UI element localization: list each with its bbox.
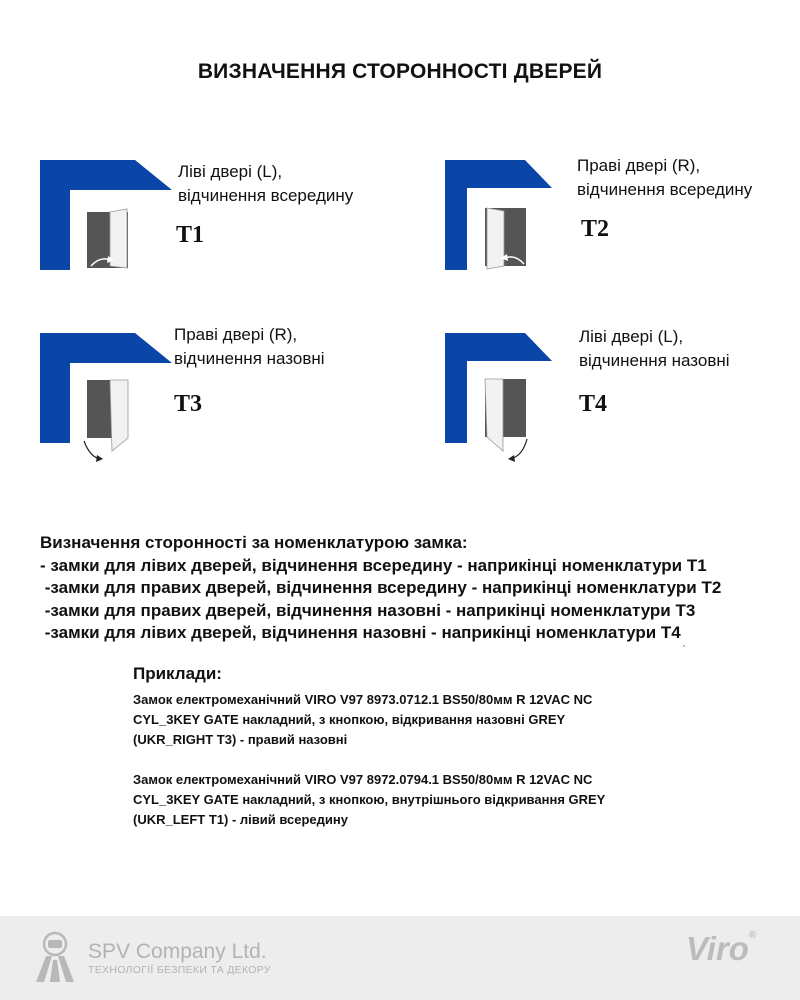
door-label-t1: Ліві двері (L), відчинення всередину [178, 162, 354, 205]
company-tagline: ТЕХНОЛОГІЇ БЕЗПЕКИ ТА ДЕКОРУ [88, 964, 271, 976]
company-logo [88, 940, 271, 976]
door-icon-t3 [40, 333, 180, 463]
example-2-line: (UKR_LEFT T1) - лівий всередину [133, 812, 348, 827]
door-icon-t4 [445, 333, 585, 463]
door-label-t2: Праві двері (R), відчинення всередину [577, 156, 753, 199]
company-name: SPV Company Ltd. [88, 940, 267, 963]
door-label-t3: Праві двері (R), відчинення назовні [174, 325, 325, 368]
rule-item: -замки для лівих дверей, відчинення назовні - наприкінці номенклатури Т4 [40, 623, 681, 642]
example-1-line: (UKR_RIGHT T3) - правий назовні [133, 732, 348, 747]
viro-logo: Viro® [686, 930, 757, 967]
rule-item: -замки для правих дверей, відчинення назовні - наприкінці номенклатури Т3 [40, 600, 696, 620]
example-2-line: Замок електромеханічний VIRO V97 8972.0794.1 BS50/80мм R 12VAC NC [133, 772, 593, 787]
door-code-t1: T1 [176, 222, 205, 248]
door-icon-t1 [40, 160, 180, 280]
page-title: ВИЗНАЧЕННЯ СТОРОННОСТІ ДВЕРЕЙ [197, 60, 603, 83]
handedness-rules [40, 532, 780, 645]
door-code-t3: T3 [174, 391, 203, 417]
example-1-line: Замок електромеханічний VIRO V97 8973.0712.1 BS50/80мм R 12VAC NC [133, 692, 593, 707]
door-diagram-t4 [445, 327, 785, 463]
stray-dot [683, 645, 685, 647]
spv-emblem-icon [30, 930, 80, 991]
door-label-t4: Ліві двері (L), відчинення назовні [579, 327, 730, 370]
footer [0, 916, 800, 1000]
examples-section [133, 664, 753, 830]
examples-heading: Приклади: [133, 664, 222, 683]
door-icon-t2 [445, 160, 585, 280]
door-code-t2: T2 [581, 216, 610, 242]
example-2-line: CYL_3KEY GATE накладний, з кнопкою, внутрішнього відкривання GREY [133, 792, 606, 807]
door-diagram-t2 [445, 156, 785, 280]
example-1-line: CYL_3KEY GATE накладний, з кнопкою, відкривання назовні GREY [133, 712, 566, 727]
rules-heading: Визначення сторонності за номенклатурою замка: [40, 533, 468, 552]
door-diagram-t1 [40, 160, 400, 280]
door-code-t4: T4 [579, 391, 608, 417]
rule-item: -замки для правих дверей, відчинення всередину - наприкінці номенклатури Т2 [40, 578, 722, 597]
rule-item: - замки для лівих дверей, відчинення всередину - наприкінці номенклатури Т1 [40, 555, 707, 575]
door-diagram-t3 [40, 325, 400, 463]
